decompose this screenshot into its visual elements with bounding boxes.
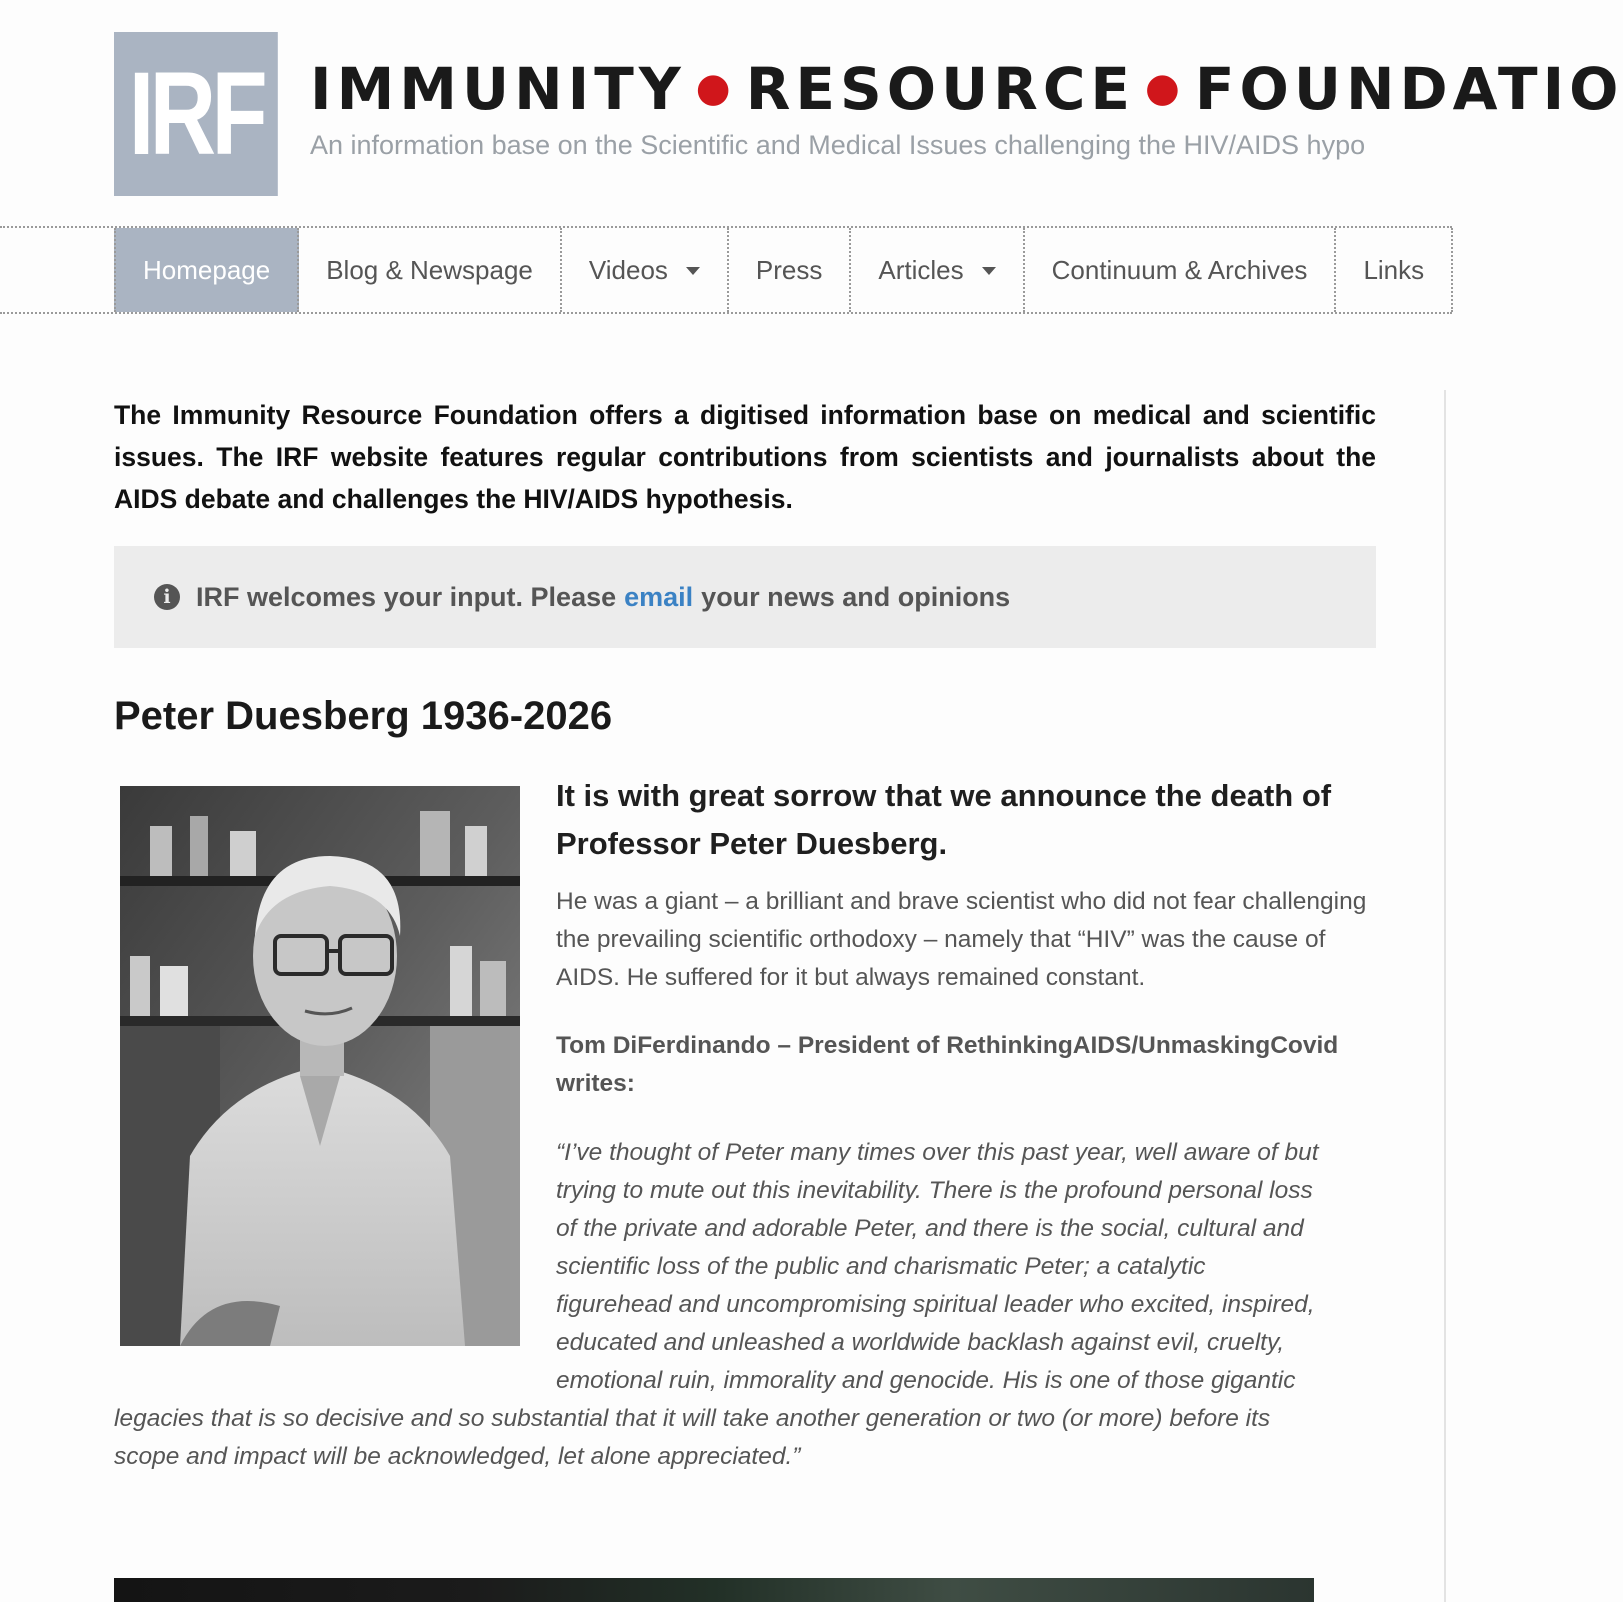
site-header — [0, 0, 1623, 226]
post-quote — [114, 1134, 1376, 1476]
nav-item-label: Blog & Newspage — [326, 254, 533, 285]
post-paragraph: He was a giant – a brilliant and brave scientist who did not fear challenging the prevailing scientific orthodoxy – namely that “HIV” was the cause of AIDS. He suffered for it but always remained constant. — [556, 888, 1367, 991]
nav-item-label: Homepage — [143, 254, 271, 285]
info-icon: i — [154, 584, 180, 610]
site-title-part-3: FOUNDATIO — [1194, 55, 1623, 123]
post-byline: Tom DiFerdinando – President of RethinkingAIDS/UnmaskingCovid writes: — [556, 1032, 1339, 1097]
site-tagline: An information base on the Scientific and Medical Issues challenging the HIV/AIDS hypo — [310, 130, 1366, 160]
video-embed[interactable] — [114, 1578, 1314, 1602]
nav-item-homepage[interactable] — [114, 228, 299, 312]
nav-item-label: Links — [1363, 254, 1425, 285]
quote-line: figurehead and uncompromising spiritual leader who excited, inspired, — [556, 1291, 1315, 1318]
main-nav — [0, 226, 1452, 314]
chevron-down-icon — [686, 267, 700, 275]
quote-line: scope and impact will be acknowledged, let alone appreciated.” — [114, 1443, 801, 1470]
info-notice — [114, 546, 1376, 648]
notice-text-after: your news and opinions — [701, 581, 1011, 612]
site-title-part-2: RESOURCE — [745, 55, 1136, 123]
quote-line: educated and unleashed a worldwide backlash against evil, cruelty, — [556, 1329, 1285, 1356]
nav-item-label: Continuum & Archives — [1051, 254, 1308, 285]
post-lead: It is with great sorrow that we announce the death of Professor Peter Duesberg. — [556, 778, 1332, 861]
irf-logo[interactable]: IRF — [114, 32, 278, 196]
title-dot-icon: ● — [695, 65, 736, 111]
site-title-part-1: IMMUNITY — [310, 55, 686, 123]
nav-item-continuum-archives[interactable] — [1025, 228, 1337, 312]
notice-text-before: IRF welcomes your input. Please — [196, 581, 617, 612]
post-title[interactable]: Peter Duesberg 1936-2026 — [114, 694, 613, 738]
nav-item-blog-newspage[interactable] — [299, 228, 562, 312]
nav-item-press[interactable] — [729, 228, 851, 312]
intro-text: The Immunity Resource Foundation offers a digitised information base on medical and scientific issues. The IRF website features regular contributions from scientists and journalists about the AIDS debate and challenges the HIV/AIDS hypothesis. — [114, 400, 1376, 514]
quote-line: scientific loss of the public and charismatic Peter; a catalytic — [556, 1253, 1206, 1280]
email-link[interactable]: email — [624, 581, 694, 612]
nav-item-links[interactable] — [1336, 228, 1453, 312]
scrollbar-track[interactable] — [1444, 390, 1446, 1602]
title-dot-icon: ● — [1145, 65, 1185, 111]
quote-line: trying to mute out this inevitability. There is the profound personal loss — [556, 1177, 1313, 1204]
quote-line: legacies that is so decisive and so substantial that it will take another generation or two (or more) before its — [114, 1405, 1271, 1432]
nav-item-label: Articles — [878, 254, 964, 285]
nav-item-articles[interactable] — [851, 228, 1024, 312]
chevron-down-icon — [982, 267, 996, 275]
nav-item-videos[interactable] — [562, 228, 729, 312]
nav-item-label: Press — [755, 254, 823, 285]
quote-line: emotional ruin, immorality and genocide. His is one of those gigantic — [556, 1367, 1296, 1394]
site-title[interactable] — [310, 55, 1623, 123]
nav-item-label: Videos — [588, 254, 668, 285]
quote-line: “I’ve thought of Peter many times over this past year, well aware of but — [556, 1139, 1319, 1166]
quote-line: of the private and adorable Peter, and there is the social, cultural and — [556, 1215, 1304, 1242]
